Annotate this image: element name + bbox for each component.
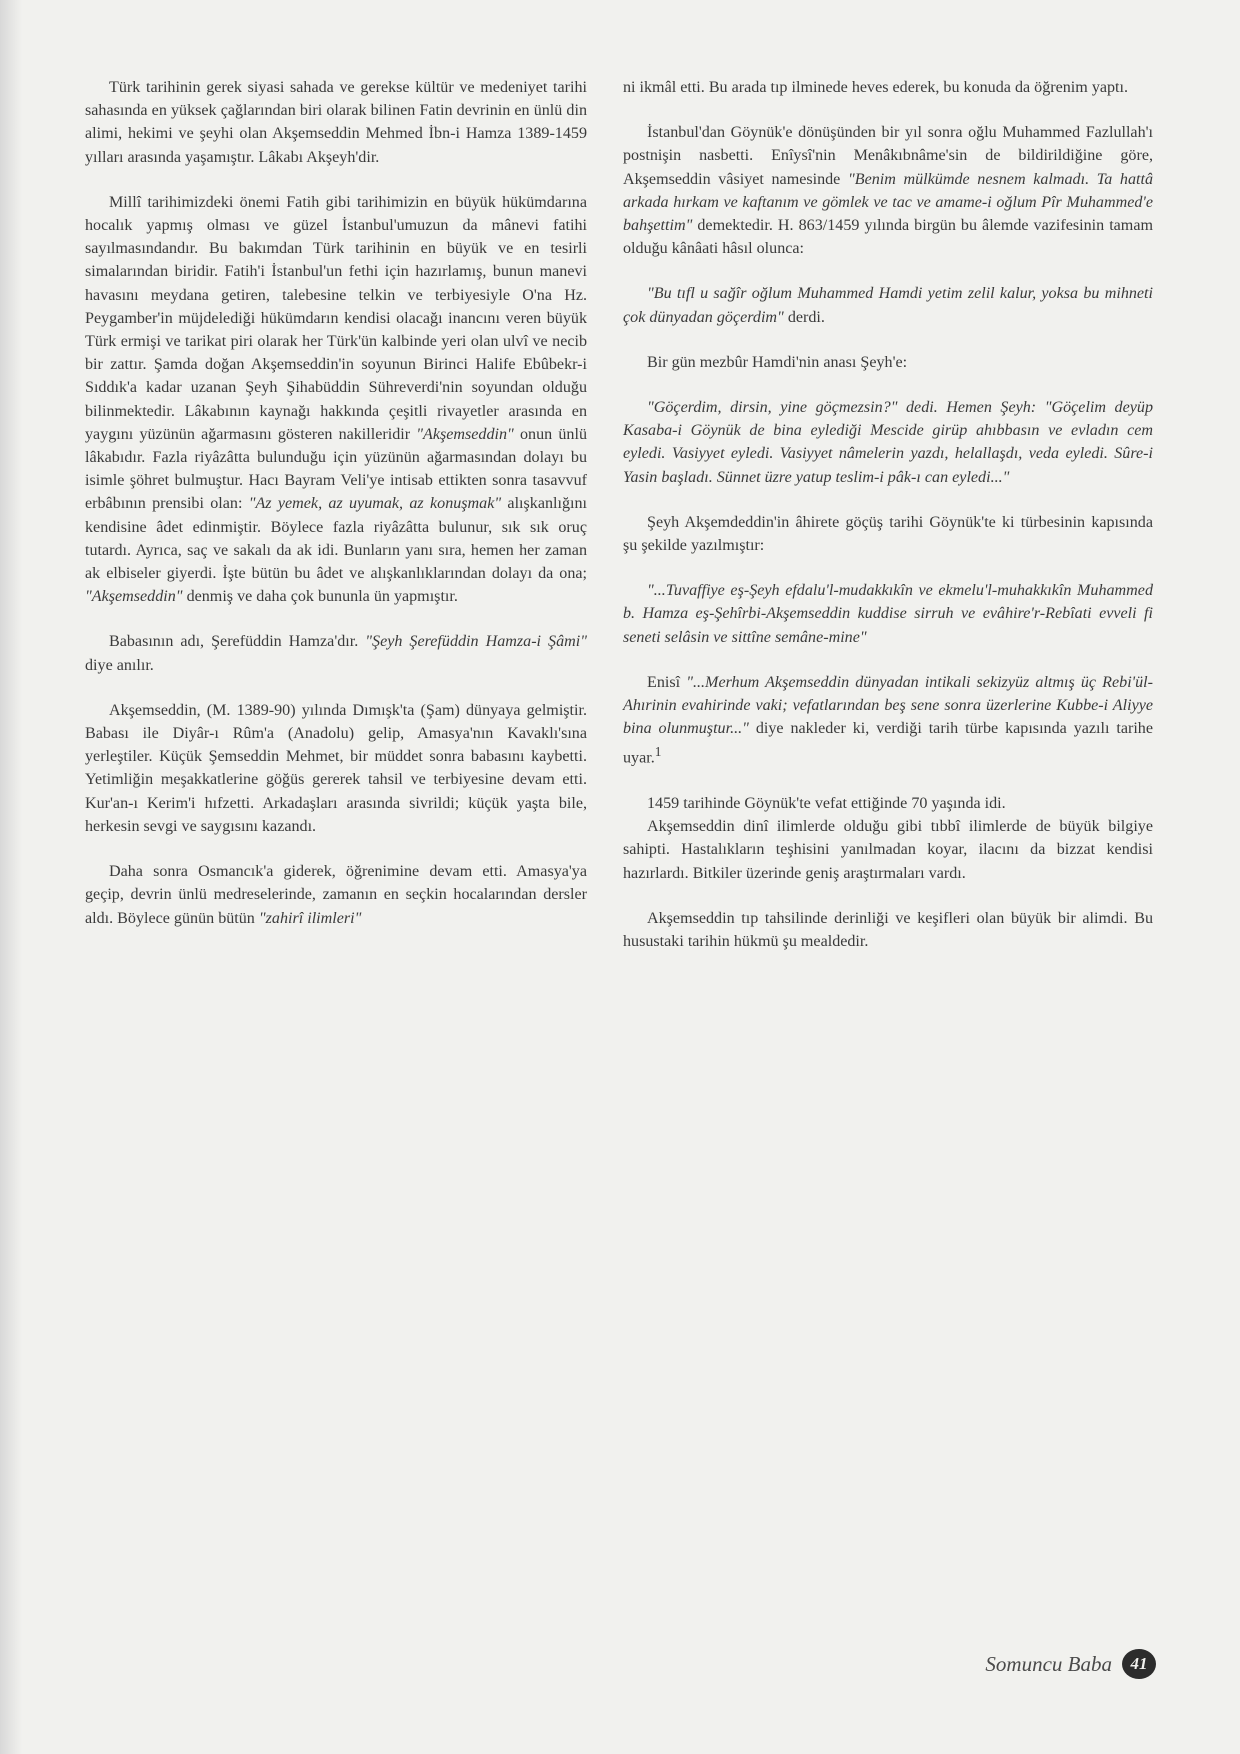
italic-quote: "...Tuvaffiye eş-Şeyh efdalu'l-mudakkıkîn ve ekmelu'l-muhakkıkîn Muhammed b. Hamza eş-Şehîrbi-Akşemseddin kuddise sirruh ve evâhire'r-Rebîati evveli fi seneti selâsin ve sittîne semâne-mine" <box>623 582 1153 646</box>
italic-quote: "Az yemek, az uyumak, az konuşmak" <box>248 495 502 513</box>
right-column <box>623 76 1153 953</box>
text-run: Millî tarihimizdeki önemi Fatih gibi tarihimizin en büyük hükümdarına hocalık yapmış olması ve güzel İstanbul'umuzun da mânevi fatihi sayılmasındandır. Bu bakımdan Türk tarihinin en büyük ve en tesirli simalarından biridir. Fatih'i İstanbul'un fethi için hazırlamış, bunun manevi havasını meydana getiren, talebesine telkin ve terbiyesiyle O'na Hz. Peygamber'in müjdelediği hükümdarın kendisi olacağı inancını veren büyük Türk ermişi ve tarikat piri olarak her Türk'ün kalbinde yeri olan ulvî ve necib bir zattır. Şamda doğan Akşemseddin'in soyunun Birinci Halife Ebûbekr-i Sıddık'a kadar uzanan Şeyh Şihabüddin Sühreverdi'nin soyundan olduğu bilinmektedir. Lâkabının kaynağı hakkında çeşitli rivayetler arasında en yaygını yüzünün ağarmasını gösteren nakilleridir <box>85 193 587 443</box>
italic-quote: "Benim mülkümde nesnem kalmadı. Ta hattâ arkada hırkam ve kaftanım ve gömlek ve tac ve amame-i oğlum Pîr Muhammed'e bahşettim" <box>623 170 1154 235</box>
text-run: Daha sonra Osmancık'a giderek, öğrenimine devam etti. Amasya'ya geçip, devrin ünlü medreselerinde, zamanın en seçkin hocalarından dersler aldı. Böylece günün bütün <box>85 863 587 927</box>
text-run: denmiş ve daha çok bununla ün yapmıştır. <box>182 588 458 606</box>
paragraph: 1459 tarihinde Göynük'te vefat ettiğinde 70 yaşında idi. <box>647 795 1006 813</box>
text-run: İstanbul'dan Göynük'e dönüşünden bir yıl sonra oğlu Muhammed Fazlullah'ı postnişin nasbetti. Enîysî'nin Menâkıbnâme'sin de bildirildiğine göre, Akşemseddin vâsiyet namesinde <box>623 124 1153 188</box>
paragraph: Türk tarihinin gerek siyasi sahada ve gerekse kültür ve medeniyet tarihi sahasında en yüksek çağlarından biri olarak bilinen Fatin devrinin en ünlü din alimi, hekimi ve şeyhi olan Akşemseddin Mehmed İbn-i Hamza 1389-1459 yılları arasında yaşamıştır. Lâkabı Akşeyh'dir. <box>85 79 587 166</box>
paragraph <box>85 191 587 609</box>
paragraph <box>623 121 1153 260</box>
paragraph <box>623 396 1153 489</box>
paragraph: Akşemseddin, (M. 1389-90) yılında Dımışk'ta (Şam) dünyaya gelmiştir. Babası ile Diyâr-ı Rûm'a (Anadolu) gelip, Amasya'nın Kavaklı'sına yerleştiler. Küçük Şemseddin Mehmet, bir müddet sonra babasını kaybetti. Yetimliğin meşakkatlerine göğüs gererek tahsil ve terbiyesine devam etti. Kur'an-ı Kerim'i hıfzetti. Arkadaşları arasında sivrildi; küçük yaşta bile, herkesin sevgi ve saygısını kazandı. <box>85 701 587 835</box>
text-run: diye nakleder ki, verdiği tarih türbe kapısında yazılı tarihe uyar. <box>623 720 1153 767</box>
text-run: Babasının adı, Şerefüddin Hamza'dır. <box>109 633 366 651</box>
page-gutter-shadow <box>0 0 22 1754</box>
paragraph <box>623 579 1153 649</box>
paragraph <box>85 860 587 930</box>
paragraph: Akşemseddin tıp tahsilinde derinliği ve keşifleri olan büyük bir alimdi. Bu husustaki tarihin hükmü şu mealdedir. <box>623 909 1153 951</box>
text-run: onun ünlü lâkabıdır. Fazla riyâzâtta bulunduğu için yüzünün ağarmasından dolayı bu isimle şöhret bulmuştur. Hacı Bayram Veli'ye intisab ettikten sonra tasavvuf erbâbının prensibi olan: <box>85 425 587 513</box>
left-column <box>85 76 587 930</box>
text-run: diye anılır. <box>85 656 154 674</box>
paragraph: Akşemseddin dinî ilimlerde olduğu gibi tıbbî ilimlerde de büyük bilgiye sahipti. Hastalıkların teşhisini yanılmadan koyar, ilacını da bizzat kendisi hazırlardı. Bitkiler üzerinde geniş araştırmaları vardı. <box>623 818 1153 882</box>
text-run: derdi. <box>783 308 825 326</box>
page-number-badge: 41 <box>1122 1649 1156 1679</box>
page-footer <box>985 1649 1156 1679</box>
italic-quote: "Akşemseddin" <box>416 425 514 443</box>
italic-quote: "Göçerdim, dirsin, yine göçmezsin?" dedi. Hemen Şeyh: <box>647 399 1037 417</box>
paragraph: Bir gün mezbûr Hamdi'nin anası Şeyh'e: <box>647 353 908 371</box>
italic-quote: "zahirî ilimleri" <box>258 909 362 927</box>
italic-quote: "...Merhum Akşemseddin dünyadan intikali sekizyüz altmış üç Rebi'ül-Ahırinin evahirinde vaki; vefatlarından beş sene sonra üzerlerine Kubbe-i Aliyye bina olunmuştur..." <box>623 673 1153 738</box>
italic-quote: "Şeyh Şerefüddin Hamza-i Şâmi" <box>365 633 587 651</box>
paragraph: Şeyh Akşemdeddin'in âhirete göçüş tarihi Göynük'te ki türbesinin kapısında şu şekilde yazılmıştır: <box>623 513 1153 555</box>
text-run: demektedir. H. 863/1459 yılında birgün bu âlemde vazifesinin tamam olduğu kânâati hâsıl olunca: <box>623 217 1153 258</box>
paragraph <box>623 282 1153 328</box>
italic-quote: "Akşemseddin" <box>85 588 183 606</box>
magazine-title: Somuncu Baba <box>985 1651 1112 1676</box>
paragraph <box>623 671 1153 770</box>
paragraph <box>85 630 587 676</box>
paragraph: ni ikmâl etti. Bu arada tıp ilminede heves ederek, bu konuda da öğrenim yaptı. <box>623 79 1129 96</box>
italic-quote: "Bu tıfl u sağîr oğlum Muhammed Hamdi yetim zelil kalur, yoksa bu mihneti çok dünyadan göçerdim" <box>623 285 1153 326</box>
footnote-marker: 1 <box>654 744 662 760</box>
italic-quote: "Göçelim deyüp Kasaba-i Göynük de bina eylediği Mescide girüp ahıbbasın ve evladın cem eyledi. Vasiyyet eyledi. Vasiyyet nâmelerin yazdı, helallaşdı, veda eyledi. Sûre-i Yasin başladı. Sünnet üzre yatup teslim-i pâk-ı can eyledi..." <box>623 399 1153 486</box>
text-run: Enisî <box>647 673 687 691</box>
text-run: alışkanlığını kendisine âdet edinmiştir. Böylece fazla riyâzâtta bulunur, sık sık oruç tutardı. Ayrıca, saç ve sakalı da ak idi. Bunların yanı sıra, hemen her zaman ak elbiseler giyerdi. İşte bütün bu âdet ve alışkanlıklarından dolayı da ona; <box>85 495 587 583</box>
